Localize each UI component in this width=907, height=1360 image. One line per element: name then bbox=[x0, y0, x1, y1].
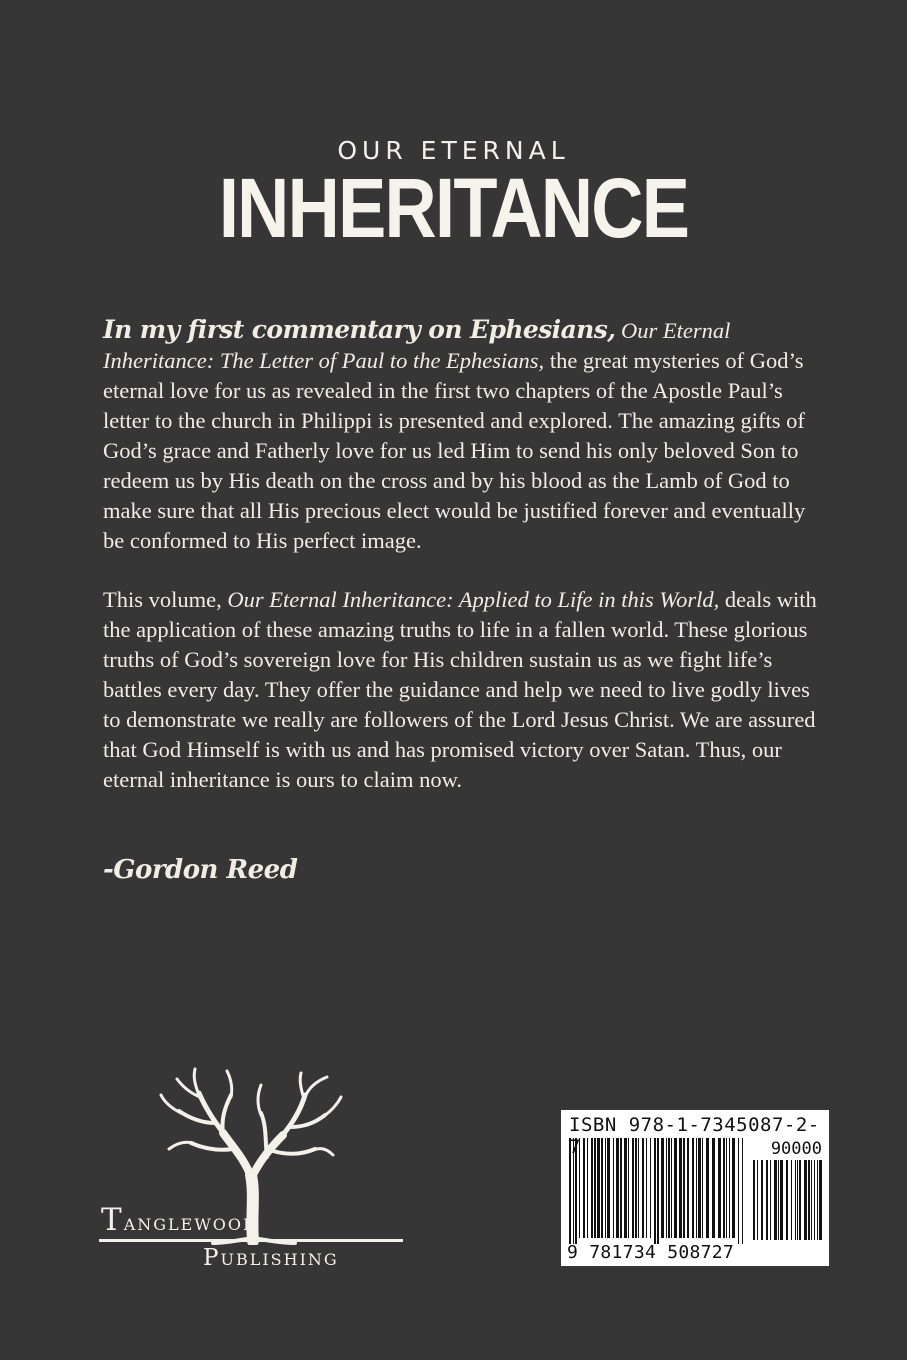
addon-bar bbox=[797, 1160, 798, 1240]
publisher-name-line-1: Tanglewood bbox=[101, 1202, 258, 1238]
publisher-name-2: Publishing bbox=[203, 1245, 339, 1271]
addon-bar bbox=[753, 1160, 755, 1240]
ean-number: 9 781734 508727 bbox=[567, 1242, 735, 1263]
publisher-name-1-rest: anglewood bbox=[123, 1210, 258, 1236]
blurb-paragraph-1 bbox=[103, 315, 823, 556]
addon-bar bbox=[770, 1160, 771, 1240]
publisher-name-line-2 bbox=[203, 1245, 339, 1271]
addon-bar bbox=[774, 1160, 777, 1240]
author-signature: -Gordon Reed bbox=[103, 855, 298, 885]
addon-bar bbox=[786, 1160, 788, 1240]
blurb-start-2: This volume, bbox=[103, 587, 222, 612]
title-overline: OUR ETERNAL bbox=[337, 136, 570, 165]
addon-bar bbox=[761, 1160, 763, 1240]
book-title: INHERITANCE bbox=[218, 161, 689, 255]
addon-bar bbox=[804, 1160, 807, 1240]
addon-bar bbox=[795, 1160, 796, 1240]
blurb-body-2: deals with the application of these amazing truths to life in a fallen world. These glorious truths of God’s sovereign love for His children sustain us as we fight life’s battles every day. They offer the guidance and help we need to live godly lives to demonstrate we really are followers of the Lord Jesus Christ. We are assured that God Himself is with us and has promised victory over Satan. Thus, our eternal inheritance is ours to claim now. bbox=[103, 587, 817, 792]
addon-bar bbox=[757, 1160, 758, 1240]
addon-bar bbox=[766, 1160, 768, 1240]
isbn-barcode bbox=[561, 1110, 829, 1266]
addon-bar bbox=[778, 1160, 779, 1240]
blurb-body-1: the great mysteries of God’s eternal love for us as revealed in the first two chapters of the Apostle Paul’s letter to the church in Philippi is presented and explored. The amazing gifts of God’s grace and Fatherly love for us led Him to send his only beloved Son to redeem us by His death on the cross and by his blood as the Lamb of God to make sure that all His precious elect would be justified forever and eventually be conformed to His perfect image. bbox=[103, 348, 806, 553]
addon-bar bbox=[799, 1160, 801, 1240]
price-addon: 90000 bbox=[770, 1139, 822, 1159]
addon-bar bbox=[817, 1160, 818, 1240]
blurb-paragraph-2 bbox=[103, 585, 823, 795]
addon-bar bbox=[814, 1160, 815, 1240]
isbn-number: ISBN 978-1-7345087-2-7 bbox=[569, 1114, 820, 1158]
addon-bar bbox=[808, 1160, 810, 1240]
blurb-lead: In my first commentary on Ephesians, bbox=[103, 315, 616, 344]
blurb-book-title-2: Our Eternal Inheritance: Applied to Life in this World, bbox=[227, 587, 720, 612]
publisher-logo bbox=[95, 1065, 415, 1285]
addon-bar bbox=[811, 1160, 812, 1240]
blurb-book-title-1: Our Eternal Inheritance: The Letter of Paul to the Ephesians, bbox=[103, 318, 731, 373]
addon-bar bbox=[780, 1160, 783, 1240]
publisher-divider bbox=[99, 1239, 403, 1242]
addon-bar bbox=[791, 1160, 792, 1240]
addon-bar bbox=[819, 1160, 822, 1240]
